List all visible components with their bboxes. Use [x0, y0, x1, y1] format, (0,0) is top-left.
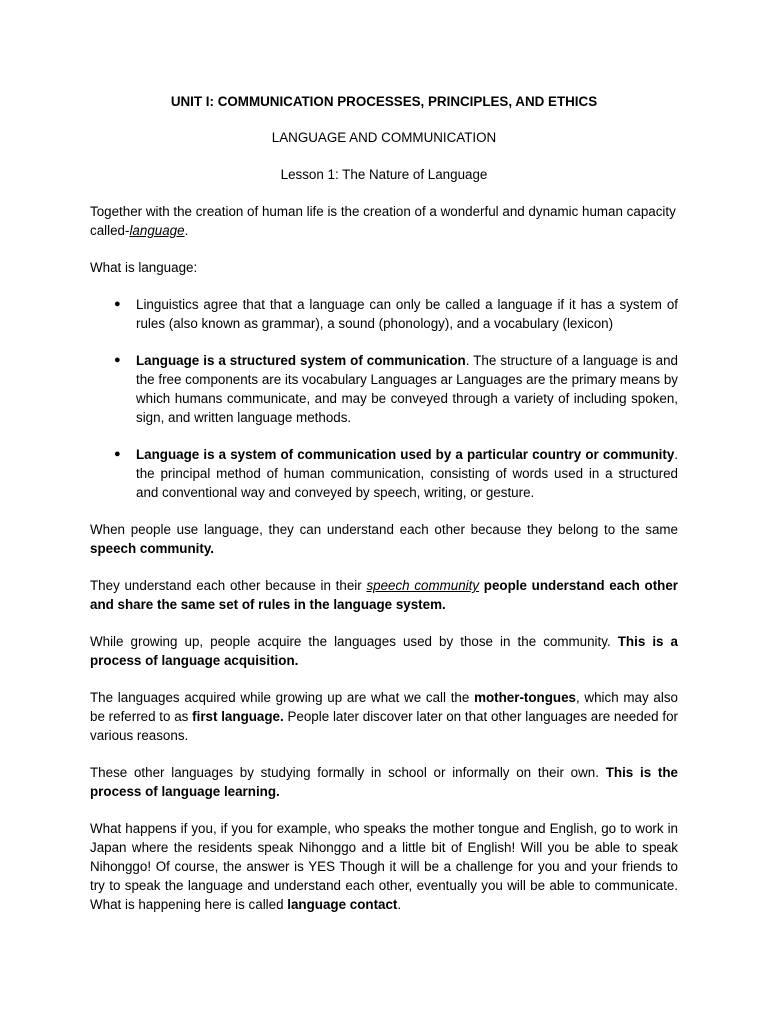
language-contact-paragraph — [90, 819, 678, 914]
paragraph-text: These other languages by studying formally in school or informally on their own. — [90, 765, 606, 780]
list-item — [90, 351, 678, 427]
paragraph-text: The languages acquired while growing up are what we call the — [90, 690, 475, 705]
paragraph-term: speech community — [366, 578, 480, 593]
list-item — [90, 295, 678, 333]
question-paragraph: What is language: — [90, 260, 198, 275]
paragraph-bold: language contact — [287, 897, 398, 912]
definition-list — [90, 295, 678, 502]
bullet-bold: Language is a structured system of communication — [136, 353, 466, 368]
acquisition-paragraph — [90, 632, 678, 670]
paragraph-bold: people understand each other and share the same set of rules in the language system. — [90, 578, 678, 612]
paragraph-text: They understand each other because in their — [90, 578, 367, 593]
bullet-text: . The structure of a language is and the free components are its vocabulary Languages ar Languages are the primary means by which humans communicate, and may be conveyed through a variety of including spoken, sign, and written language methods. — [136, 353, 678, 425]
paragraph-text: People later discover later on that other languages are needed for various reasons. — [90, 709, 678, 743]
intro-end: . — [184, 223, 189, 238]
paragraph-text: . — [397, 897, 402, 912]
section-title: LANGUAGE AND COMMUNICATION — [271, 130, 497, 145]
paragraph-text: When people use language, they can understand each other because they belong to the same — [90, 522, 678, 537]
paragraph-text: What happens if you, if you for example, who speaks the mother tongue and English, go to work in Japan where the residents speak Nihonggo and a little bit of English! Will you be able to speak Nihonggo! Of course, the answer is YES Though it will be a challenge for you and your friends to try to speak the language and understand each other, eventually you will be able to communicate. What is happening here is called — [90, 821, 678, 912]
paragraph-bold: mother-tongues — [474, 690, 576, 705]
intro-term: language — [129, 223, 185, 238]
mother-tongue-paragraph — [90, 688, 678, 745]
speech-community-paragraph — [90, 520, 678, 558]
lesson-title: Lesson 1: The Nature of Language — [280, 167, 488, 182]
bullet-bold: Language is a system of communication used by a particular country or community — [136, 447, 675, 462]
paragraph-bold: This is the process of language learning. — [90, 765, 678, 799]
paragraph-bold: This is a process of language acquisition. — [90, 634, 678, 668]
bullet-text: . the principal method of human communication, consisting of words used in a structured and conventional way and conveyed by speech, writing, or gesture. — [136, 447, 678, 500]
paragraph-bold: speech community. — [90, 541, 215, 556]
bullet-icon: ● — [114, 298, 121, 310]
shared-rules-paragraph — [90, 576, 678, 614]
bullet-icon: ● — [114, 354, 121, 366]
list-item — [90, 445, 678, 502]
bullet-icon: ● — [114, 448, 121, 460]
unit-title: UNIT I: COMMUNICATION PROCESSES, PRINCIPLES, AND ETHICS — [170, 94, 598, 109]
paragraph-text: , which may also be referred to as — [90, 690, 678, 724]
intro-text: Together with the creation of human life is the creation of a wonderful and dynamic human capacity called- — [90, 204, 676, 238]
bullet-text: Linguistics agree that that a language can only be called a language if it has a system of rules (also known as grammar), a sound (phonology), and a vocabulary (lexicon) — [136, 297, 678, 331]
paragraph-text: While growing up, people acquire the languages used by those in the community. — [90, 634, 618, 649]
intro-paragraph — [90, 202, 678, 240]
learning-paragraph — [90, 763, 678, 801]
paragraph-bold: first language. — [192, 709, 284, 724]
